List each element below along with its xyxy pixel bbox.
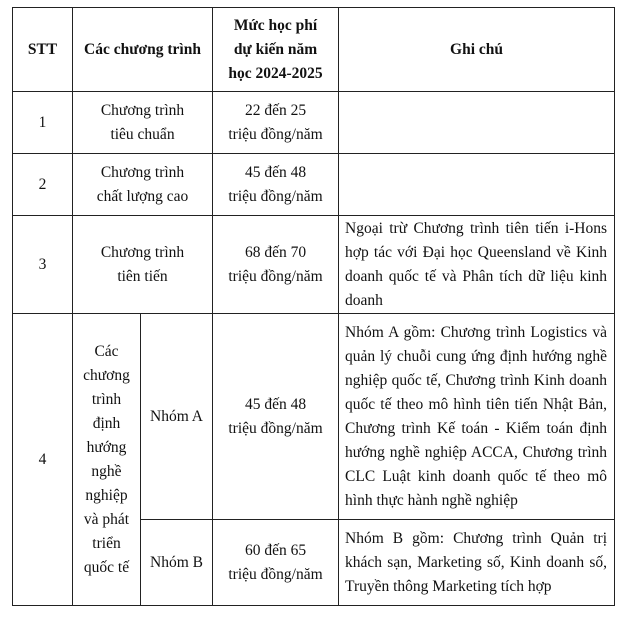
program-line: trình bbox=[91, 390, 122, 408]
row-program bbox=[73, 154, 213, 216]
row-fee bbox=[213, 154, 339, 216]
header-stt: STT bbox=[13, 8, 73, 92]
header-fee-line2: dự kiến năm bbox=[233, 40, 318, 58]
row-note: Ngoại trừ Chương trình tiên tiến i-Hons hợp tác với Đại học Queensland về Kinh doanh quốc tế và Phân tích dữ liệu kinh doanh bbox=[339, 216, 615, 314]
row-note bbox=[339, 92, 615, 154]
program-line: Chương trình bbox=[100, 101, 185, 119]
fee-unit: triệu đồng/năm bbox=[228, 267, 323, 285]
row-program bbox=[73, 216, 213, 314]
group-b-label: Nhóm B bbox=[141, 520, 213, 606]
fee-unit: triệu đồng/năm bbox=[228, 419, 323, 437]
group-a-fee bbox=[213, 314, 339, 520]
fee-range: 68 đến 70 bbox=[244, 243, 307, 261]
header-fee bbox=[213, 8, 339, 92]
program-line: Các bbox=[94, 342, 119, 360]
header-programs: Các chương trình bbox=[73, 8, 213, 92]
row-program-vocational bbox=[73, 314, 141, 606]
row-stt: 3 bbox=[13, 216, 73, 314]
program-line: hướng bbox=[86, 438, 127, 456]
row-program bbox=[73, 92, 213, 154]
program-line: triển bbox=[92, 534, 121, 552]
header-fee-line3: học 2024-2025 bbox=[228, 64, 323, 82]
program-line: tiên tiến bbox=[117, 267, 168, 285]
program-line: nghiệp bbox=[85, 486, 128, 504]
table-row bbox=[13, 216, 615, 314]
program-line: nghề bbox=[91, 462, 122, 480]
fee-unit: triệu đồng/năm bbox=[228, 565, 323, 583]
group-b-fee bbox=[213, 520, 339, 606]
program-line: Chương trình bbox=[100, 243, 185, 261]
group-b-note: Nhóm B gồm: Chương trình Quản trị khách sạn, Marketing số, Kinh doanh số, Truyền thông Marketing tích hợp bbox=[339, 520, 615, 606]
header-row bbox=[13, 8, 615, 92]
row-stt: 4 bbox=[13, 314, 73, 606]
row-fee bbox=[213, 92, 339, 154]
fee-unit: triệu đồng/năm bbox=[228, 125, 323, 143]
program-line: và phát bbox=[83, 510, 130, 528]
fee-range: 22 đến 25 bbox=[244, 101, 307, 119]
header-note: Ghi chú bbox=[339, 8, 615, 92]
row-note bbox=[339, 154, 615, 216]
table-row bbox=[13, 154, 615, 216]
row-stt: 2 bbox=[13, 154, 73, 216]
tuition-fee-table bbox=[12, 7, 615, 606]
fee-range: 45 đến 48 bbox=[244, 163, 307, 181]
fee-range: 60 đến 65 bbox=[244, 541, 307, 559]
table-row bbox=[13, 314, 615, 520]
fee-unit: triệu đồng/năm bbox=[228, 187, 323, 205]
row-stt: 1 bbox=[13, 92, 73, 154]
row-fee bbox=[213, 216, 339, 314]
group-a-note: Nhóm A gồm: Chương trình Logistics và quản lý chuỗi cung ứng định hướng nghề nghiệp quốc tế, Chương trình Kinh doanh quốc tế theo mô hình tiên tiến Nhật Bản, Chương trình Kế toán - Kiểm toán định hướng nghề nghiệp ACCA, Chương trình CLC Luật kinh doanh quốc tế theo mô hình thực hành nghề nghiệp bbox=[339, 314, 615, 520]
table-row bbox=[13, 92, 615, 154]
program-line: định bbox=[92, 414, 121, 432]
program-line: chương bbox=[83, 366, 130, 384]
program-line: tiêu chuẩn bbox=[110, 125, 175, 143]
program-line: chất lượng cao bbox=[96, 187, 189, 205]
fee-range: 45 đến 48 bbox=[244, 395, 307, 413]
program-line: Chương trình bbox=[100, 163, 185, 181]
group-a-label: Nhóm A bbox=[141, 314, 213, 520]
program-line: quốc tế bbox=[83, 558, 130, 576]
header-fee-line1: Mức học phí bbox=[233, 16, 318, 34]
